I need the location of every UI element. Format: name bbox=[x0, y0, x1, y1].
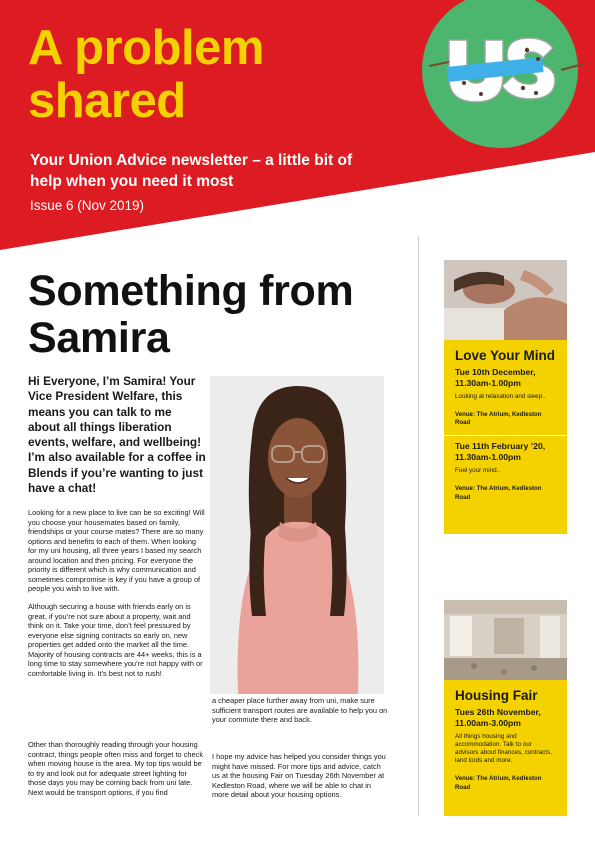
event-title: Love Your Mind bbox=[455, 348, 556, 363]
event-date: Tues 26th November, 11.00am-3.00pm bbox=[455, 706, 541, 728]
event-date: Tue 10th December, 11.30am-1.00pm bbox=[455, 366, 536, 388]
newsletter-subtitle: Your Union Advice newsletter – a little bit of help when you need it most bbox=[30, 152, 353, 190]
article-paragraph: Although securing a house with friends early on is great, if you’re not sure about a property, wait and think on it. Take your time, don’t feel pressured by everyone else signing contracts so early on, new properties get added onto the market all the time. Majority of housing contracts are 44+ weeks, this is a long time to stay somewhere you’re not happy with or comfortable living in. It’s best not to rush! bbox=[28, 602, 203, 678]
love-your-mind-photo bbox=[444, 260, 567, 340]
housing-fair-photo bbox=[444, 600, 567, 680]
issue-number: Issue 6 (Nov 2019) bbox=[30, 198, 145, 213]
article-paragraph: a cheaper place further away from uni, make sure sufficient transport routes are available to help you on your commute there and back. bbox=[212, 696, 388, 724]
samira-portrait-photo bbox=[210, 376, 384, 694]
article-headline: Something from Samira bbox=[28, 267, 354, 362]
event-description: Fuel your mind.. bbox=[455, 467, 501, 475]
union-logo bbox=[421, 0, 595, 152]
newsletter-title: A problem shared bbox=[28, 21, 264, 128]
event-date: Tue 11th February ’20, 11.30am-1.00pm bbox=[455, 441, 546, 463]
article-intro: Hi Everyone, I’m Samira! Your Vice President Welfare, this means you can talk to me about all things liberation events, welfare, and wellbeing! I’m also available for a coffee in Blends if you’re wanting to just have a chat! bbox=[28, 374, 206, 496]
session-separator bbox=[444, 435, 567, 436]
event-venue: Venue: The Atrium, Kedleston Road bbox=[455, 410, 542, 426]
article-paragraph: Other than thoroughly reading through your housing contract, things people often miss and forget to check when moving house is the area. My top tips would be to try and look out for adequate street lighting for those days you may be coming back from uni late. Next would be transport options, if you find bbox=[28, 740, 204, 797]
event-title: Housing Fair bbox=[455, 688, 538, 703]
event-venue: Venue: The Atrium, Kedleston Road bbox=[455, 775, 542, 791]
article-paragraph: I hope my advice has helped you consider things you might have missed. For more tips and advice, catch us at the housing Fair on Tuesday 26th November at Kedleston Road, where we will be able to chat in more detail about your housing options. bbox=[212, 752, 386, 799]
article-paragraph: Looking for a new place to live can be so exciting! Will you choose your housemates based on family, friendships or your course mates? There are so many options and benefits to each of them. When looking for my uni housing, all three years I based my search around location and then pricing. For everyone the priority is different which is why communication and sometimes compromise is key if you have a group of people you wish to live with. bbox=[28, 508, 205, 593]
event-card-love-your-mind bbox=[444, 340, 567, 534]
event-venue: Venue: The Atrium, Kedleston Road bbox=[455, 485, 542, 501]
column-divider bbox=[418, 236, 419, 816]
event-description: Looking at relaxation and sleep.. bbox=[455, 392, 546, 400]
event-card-housing-fair bbox=[444, 680, 567, 816]
event-description: All things housing and accommodation. Talk to our advisors about finances, contracts, land lords and more. bbox=[455, 732, 552, 765]
